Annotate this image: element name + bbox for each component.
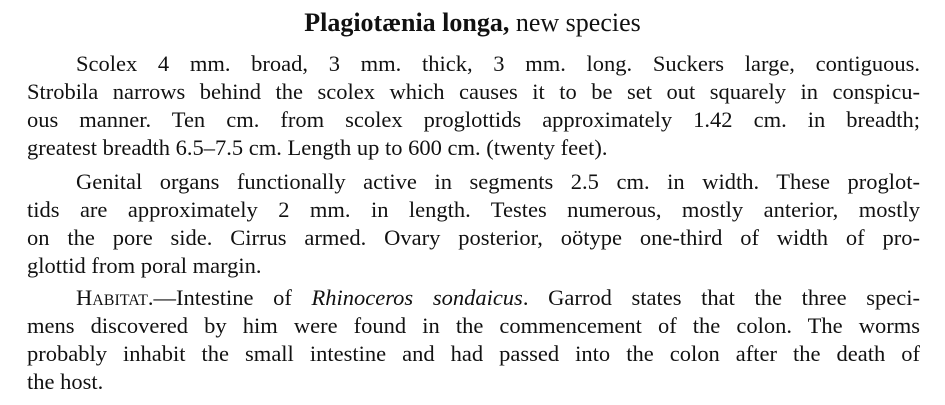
habitat-text: . Garrod states that the three speci- xyxy=(522,285,920,310)
habitat-line-4: the host. xyxy=(27,369,104,394)
host-species: Rhinoceros sondaicus xyxy=(311,285,523,310)
habitat-line-1 xyxy=(76,284,920,312)
species-descriptor: new species xyxy=(509,8,641,37)
paragraph-1-line-2: Strobila narrows behind the scolex which causes it to be set out squarely in conspicu- xyxy=(27,79,920,104)
paragraph-2-line-1: Genital organs functionally active in segments 2.5 cm. in width. These proglot- xyxy=(76,169,920,194)
habitat-line-3: probably inhabit the small intestine and had passed into the colon after the death of xyxy=(27,341,920,366)
species-heading xyxy=(0,6,945,40)
paragraph-1-line-4: greatest breadth 6.5–7.5 cm. Length up to 600 cm. (twenty feet). xyxy=(27,135,608,160)
habitat-label: Habitat. xyxy=(76,285,154,310)
paragraph-2-line-3: on the pore side. Cirrus armed. Ovary posterior, oötype one-third of width of pro- xyxy=(27,225,920,250)
paragraph-1-line-1: Scolex 4 mm. broad, 3 mm. thick, 3 mm. long. Suckers large, contiguous. xyxy=(76,51,920,76)
paragraph-1-line-3: ous manner. Ten cm. from scolex proglottids approximately 1.42 cm. in breadth; xyxy=(27,107,920,132)
habitat-line-2: mens discovered by him were found in the commencement of the colon. The worms xyxy=(27,313,920,338)
habitat-dash: —Intestine of xyxy=(153,285,312,310)
paragraph-2-line-2: tids are approximately 2 mm. in length. Testes numerous, mostly anterior, mostly xyxy=(27,197,920,222)
paragraph-2-line-4: glottid from poral margin. xyxy=(27,253,262,278)
species-name: Plagiotænia longa, xyxy=(304,8,510,37)
